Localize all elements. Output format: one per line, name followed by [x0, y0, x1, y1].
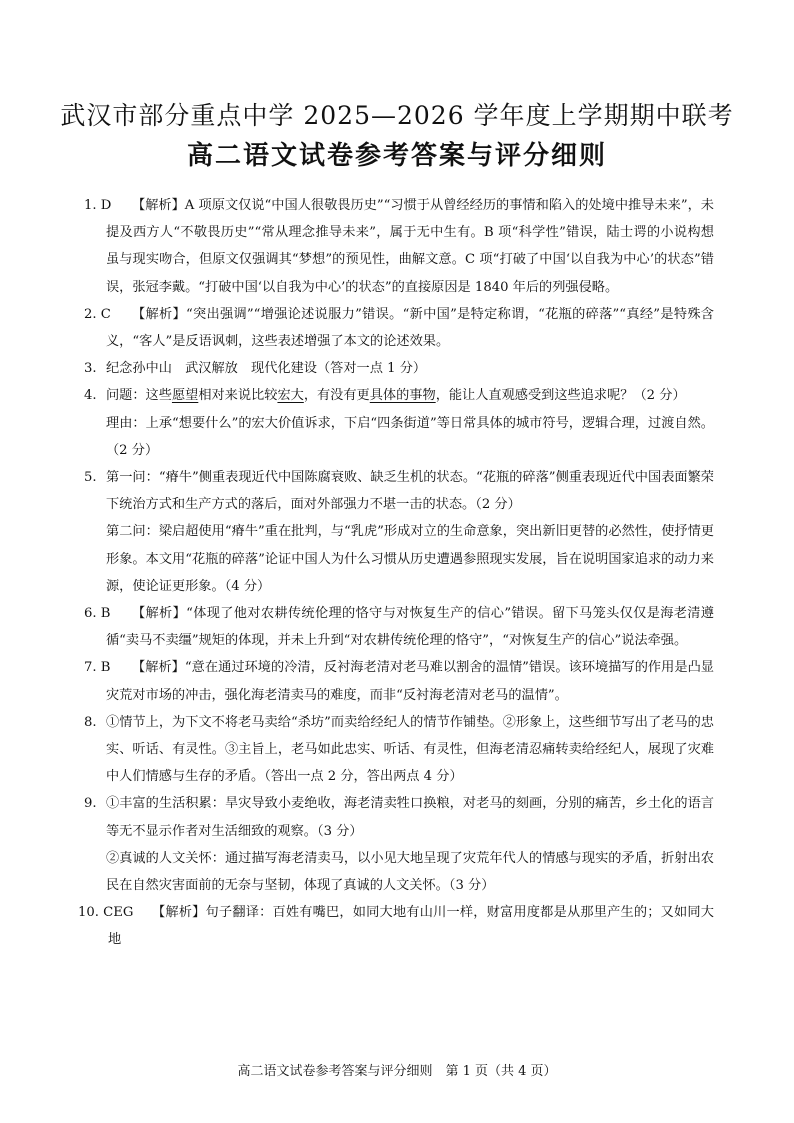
answer-item-1: [84, 192, 714, 301]
item-text: 【解析】“意在通过环境的冷清，反衬海老清对老马难以割舍的温情”错误。该环境描写的作用是凸显灾荒对市场的冲击，强化海老清卖马的难度，而非“反衬海老清对老马的温情”。: [106, 660, 714, 703]
item-number: 6. B: [84, 606, 111, 622]
page-footer: 高二语文试卷参考答案与评分细则 第 1 页（共 4 页）: [237, 1064, 557, 1079]
item-text: 第二问：梁启超使用“瘠牛”重在批判，与“乳虎”形成对立的生命意象，突出新旧更替的必然性，使抒情更形象。本文用“花瓶的碎落”论证中国人为什么习惯从历史遭遇参照现实发展，旨在说明国家追求的动力来源，使论证更形象。（4 分）: [106, 524, 714, 594]
answer-item-2: [84, 301, 714, 355]
item-number: 1. D: [84, 198, 112, 213]
item-text: 【解析】“突出强调”“增强论述说服力”错误。“新中国”是特定称谓，“花瓶的碎落”“真经”是特殊含义，“客人”是反语讽刺，这些表述增强了本文的论述效果。: [106, 306, 714, 350]
item-number: 2. C: [84, 306, 111, 322]
underlined-word: 宏大: [277, 388, 304, 404]
answer-item-6: [84, 600, 714, 654]
answer-item-10: [78, 899, 714, 953]
question-part: 问题：这些: [106, 388, 172, 404]
item-text: 【解析】A 项原文仅说“中国人很敬畏历史”“习惯于从曾经经历的事情和陷入的处境中推导未来”，未提及西方人“不敬畏历史”“常从理念推导未来”，属于无中生有。B 项“科学性”错误，陆士谔的小说构想虽与现实吻合，但原文仅强调其“梦想”的预见性，曲解文意。C 项“打破了中国‘以自我为中心’的状态”错误，张冠李戴。“打破中国‘以自我为中心’的状态”的直接原因是 1840 年后的列强侵略。: [106, 198, 714, 295]
reason-text: 理由：上承“想要什么”的宏大价值诉求，下启“四条街道”等日常具体的城市符号，逻辑合理，过渡自然。（2 分）: [106, 415, 714, 458]
answer-item-3: [84, 355, 714, 382]
item-text: 【解析】“体现了他对农耕传统伦理的恪守与对恢复生产的信心”错误。留下马笼头仅仅是海老清遵循“卖马不卖缰”规矩的体现，并未上升到“对农耕传统伦理的恪守”，“对恢复生产的信心”说法牵强。: [106, 606, 714, 649]
question-part: 相对来说比较: [198, 388, 278, 404]
item-number: 8.: [84, 714, 97, 730]
underlined-word: 愿望: [171, 388, 199, 404]
item-number: 3.: [84, 361, 97, 377]
answer-item-4: [84, 382, 714, 464]
question-part: ，能让人直观感受到这些追求呢？（2 分）: [435, 388, 686, 404]
answer-item-9: [84, 790, 714, 899]
item-text: ②真诚的人文关怀：通过描写海老清卖马，以小见大地呈现了灾荒年代人的情感与现实的矛盾，折射出农民在自然灾害面前的无奈与坚韧，体现了真诚的人文关怀。（3 分）: [106, 850, 714, 894]
item-number: 10. CEG: [78, 905, 134, 921]
document-title: 高二语文试卷参考答案与评分细则: [186, 141, 607, 171]
exam-header-line1: 武汉市部分重点中学 2025—2026 学年度上学期期中联考: [60, 101, 734, 130]
item-text: 第一问：“瘠牛”侧重表现近代中国陈腐衰败、缺乏生机的状态。“花瓶的碎落”侧重表现近代中国表面繁荣下统治方式和生产方式的落后，面对外部强力不堪一击的状态。（2 分）: [106, 470, 714, 513]
underlined-word: 具体的事物: [369, 388, 436, 404]
answer-item-8: [84, 709, 714, 791]
answer-list: [78, 192, 714, 954]
item-number: 4.: [84, 388, 97, 404]
item-number: 5.: [84, 470, 97, 486]
item-text: ①丰富的生活积累：旱灾导致小麦绝收，海老清卖牲口换粮，对老马的刻画，分别的痛苦，乡土化的语言等无不显示作者对生活细致的观察。（3 分）: [106, 796, 714, 839]
answer-item-5: [84, 464, 714, 600]
item-number: 9.: [84, 796, 97, 812]
item-number: 7. B: [84, 660, 111, 676]
item-text: ①情节上，为下文不将老马卖给“杀坊”而卖给经纪人的情节作铺垫。②形象上，这些细节写出了老马的忠实、听话、有灵性。③主旨上，老马如此忠实、听话、有灵性，但海老清忍痛转卖给经纪人，展现了灾难中人们情感与生存的矛盾。（答出一点 2 分，答出两点 4 分）: [106, 714, 714, 785]
question-part: ，有没有更: [303, 388, 370, 404]
question-text: [106, 382, 714, 409]
item-text: 纪念孙中山 武汉解放 现代化建设（答对一点 1 分）: [106, 361, 427, 377]
item-text: 【解析】句子翻译：百姓有嘴巴，如同大地有山川一样，财富用度都是从那里产生的；又如同大地: [108, 905, 714, 948]
answer-item-7: [84, 654, 714, 708]
